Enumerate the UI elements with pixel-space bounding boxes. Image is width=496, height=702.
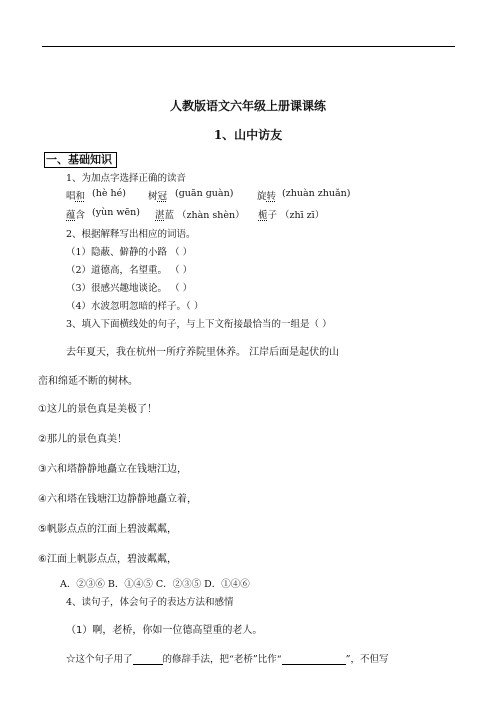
q3-option: ①这儿的景色真是美极了！ <box>38 404 157 415</box>
q3-option: ④六和塔在钱塘江边静静地矗立着， <box>38 494 197 505</box>
q3-passage-cont: 峦和绵延不断的树林。 <box>38 376 138 387</box>
q2-item: （3）很感兴趣地谈论。 （ ） <box>66 283 193 294</box>
q2-prompt: 2、根据解释写出相应的词语。 <box>66 229 196 240</box>
q4-prompt: 4、读句子，体会句子的表达方法和感情 <box>66 597 234 608</box>
q3-option: ⑤帆影点点的江面上碧波粼粼， <box>38 524 177 535</box>
q4-text-c: ”，不但写 <box>345 654 389 665</box>
dotted-char: 和 <box>75 191 86 202</box>
blank-rhetoric[interactable] <box>133 664 163 665</box>
page-title: 人教版语文六年级上册课课练 <box>169 99 326 113</box>
q3-option: ②那儿的景色真美！ <box>38 434 127 445</box>
q4-text-a: ☆这个句子用了 <box>66 654 133 665</box>
q1-opts: (zhuàn zhuǎn) <box>282 188 351 199</box>
q1-word-shuguan: 树冠 <box>148 191 168 202</box>
q3-passage: 去年夏天，我在杭州一所疗养院里休养。 江岸后面是起伏的山 <box>66 347 340 358</box>
q1-word-zhanlan: 湛蓝 <box>155 210 175 221</box>
q2-item: （1）隐蔽、僻静的小路 （ ） <box>66 247 193 258</box>
q1-word-changhe: 唱和 <box>66 191 86 202</box>
q1-opts: （zhàn shèn） <box>177 210 245 221</box>
section-heading: 一、基础知识 <box>44 152 117 168</box>
q1-opts: (hè hé) <box>92 188 126 199</box>
q3-option: ⑥江面上帆影点点，碧波粼粼， <box>38 554 177 565</box>
header-rule <box>42 46 455 47</box>
q1-word-zhizi: 栀子 <box>258 210 278 221</box>
q3-prompt: 3、填入下面横线处的句子，与上下文衔接最恰当的一组是（ ） <box>66 319 332 330</box>
q1-opts: （zhī zī） <box>280 210 325 221</box>
lesson-title: 1、山中访友 <box>213 128 283 142</box>
q3-choices: A．②③⑥ B．①④⑤ C．②③⑤ D．①④⑥ <box>60 579 250 590</box>
blank-metaphor[interactable] <box>282 664 346 665</box>
q4-text-b: 的修辞手法，把“老桥”比作“ <box>162 654 282 665</box>
q2-item: （4）水波忽明忽暗的样子。（ ） <box>66 301 204 312</box>
q4-item: （1）啊，老桥，你如一位德高望重的老人。 <box>66 625 263 636</box>
q3-option: ③六和塔静静地矗立在钱塘江边， <box>38 464 187 475</box>
q1-opts: (yùn wēn) <box>92 207 140 218</box>
q4-fill-line <box>66 651 388 665</box>
q2-item: （2）道德高，名望重。 （ ） <box>66 265 193 276</box>
q1-opts: (ɡuān ɡuàn) <box>175 188 234 199</box>
q1-word-yunhan: 蕴含 <box>66 210 86 221</box>
q1-word-xuanzhuan: 旋转 <box>257 191 277 202</box>
q1-prompt: 1、为加点字选择正确的读音 <box>66 173 187 184</box>
